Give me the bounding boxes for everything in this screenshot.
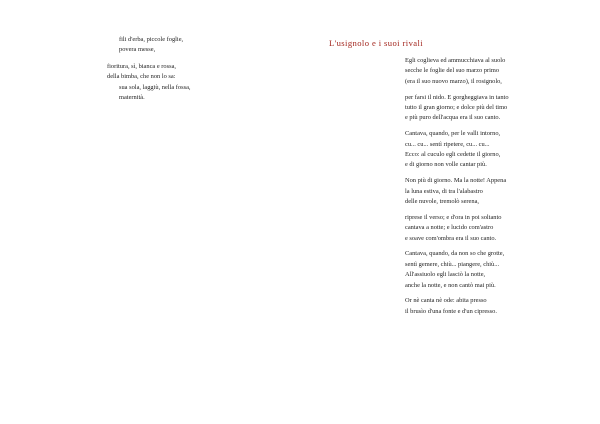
verse-line: fioritura, sì, bianca e rossa, (107, 62, 177, 70)
stanza (405, 249, 509, 291)
stanza (405, 56, 509, 87)
verse-line: e soave com'ombra era il suo canto. (405, 234, 497, 242)
verse-line: sentì gemere, chiù... piangere, chiù... (405, 260, 500, 268)
verse-line: Cantava, quando, da non so che grotte, (405, 250, 505, 258)
verse-line: e più puro dell'acqua era il suo canto. (405, 114, 501, 122)
verse-line: (era il suo nuovo marzo), il rosignolo, (405, 77, 502, 85)
verse-line: Ecco: al cuculo egli cedette il giorno, (405, 151, 501, 159)
verse-line: Egli coglieva ed ammucchiava al suolo (405, 57, 506, 64)
stanza (107, 62, 191, 104)
verse-line: sua sola, laggiù, nella fossa, (119, 83, 191, 91)
verse-line: la luna estiva, di tra l'alabastro (405, 187, 483, 195)
stanza (405, 296, 509, 317)
stanza (405, 93, 509, 124)
verse-line: maternità. (119, 94, 145, 102)
verse-line: fili d'erba, piccole foglie, (119, 36, 184, 43)
left-poem-fragment (107, 35, 191, 103)
verse-line: povera messe, (119, 46, 156, 54)
verse-line: Or nè canta nè ode: abita presso (405, 297, 487, 305)
verse-line: delle nuvole, tremolò serena, (405, 198, 479, 206)
verse-line: cantava a notte; e lucido com'astro (405, 224, 494, 232)
verse-line: riprese il verso; e d'ora in poi soltanto (405, 213, 502, 221)
verse-line: Non più di giorno. Ma la notte! Appena (405, 177, 507, 185)
verse-line: secche le foglie del suo marzo primo (405, 67, 500, 75)
right-poem-body (405, 56, 509, 323)
verse-line: tutto il gran giorno; e dolce più del timo (405, 104, 508, 112)
verse-line: il brusìo d'una fonte e d'un cipresso. (405, 307, 497, 315)
stanza (405, 213, 509, 244)
verse-line: All'assiuolo egli lasciò la notte, (405, 271, 486, 279)
verse-line: per farsi il nido. E gorgheggiava in tanto (405, 93, 509, 101)
poem-title: L'usignolo e i suoi rivali (329, 38, 424, 48)
verse-line: anche la notte, e non cantò mai più. (405, 281, 496, 289)
stanza (405, 129, 509, 171)
stanza (107, 35, 191, 56)
verse-line: Cantava, quando, per le valli intorno, (405, 130, 501, 138)
verse-line: cu... cu... sentì ripetere, cu... cu... (405, 140, 490, 148)
verse-line: della bimba, che non lo sa: (107, 73, 176, 81)
stanza (405, 176, 509, 207)
verse-line: e di giorno non volle cantar più. (405, 161, 487, 169)
